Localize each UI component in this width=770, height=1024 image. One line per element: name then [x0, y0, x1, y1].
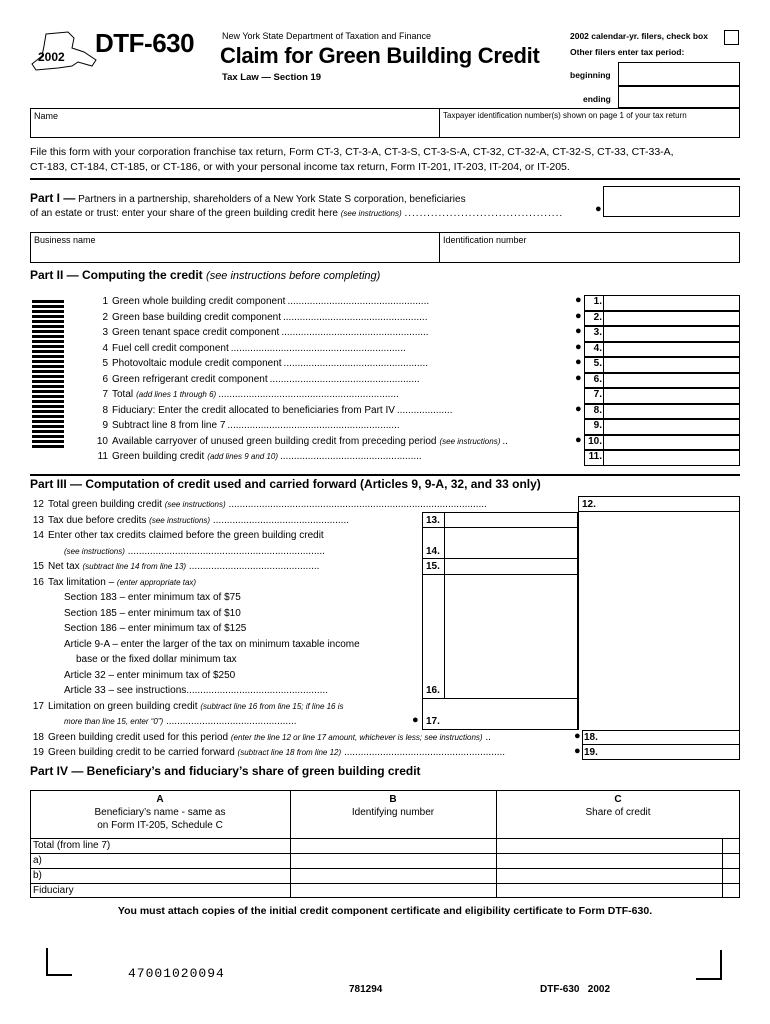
- line-17-field[interactable]: [422, 699, 578, 730]
- instructions-line-2: CT-183, CT-184, CT-185, or CT-186, or with your personal income tax return, Form IT-201, IT-203, IT-204, or IT-205.: [30, 161, 570, 173]
- calendar-filers-label: 2002 calendar-yr. filers, check box: [570, 31, 708, 41]
- part4-row-total: Total (from line 7): [33, 840, 111, 851]
- part2-amount-column: [603, 295, 740, 466]
- line-1: 1 Green whole building credit component ...................................................: [102, 296, 430, 307]
- part2-heading-row: [30, 268, 380, 282]
- line-16b: Section 185 – enter minimum tax of $10: [64, 608, 241, 619]
- line-7: 7 Total (add lines 1 through 6) .................................................................: [102, 389, 399, 400]
- bullet-icon: ●: [575, 325, 582, 337]
- part1-desc-2: of an estate or trust: enter your share of the green building credit here: [30, 208, 338, 219]
- bullet-icon: ●: [574, 730, 581, 742]
- line-9: 9 Subtract line 8 from line 7 ..............................................................: [102, 420, 400, 431]
- line-4-box-label: 4.: [593, 342, 602, 354]
- line-17-cont: more than line 15, enter “0”) ...............................................: [64, 716, 297, 727]
- business-name-label: Business name: [34, 235, 96, 245]
- line-14: 14 Enter other tax credits claimed before the green building credit: [32, 530, 324, 541]
- line-13: 13 Tax due before credits (see instructions) .................................................: [32, 515, 350, 526]
- page-code: 781294: [349, 984, 383, 995]
- line-12-field[interactable]: [578, 496, 740, 512]
- year-badge: 2002: [38, 50, 65, 64]
- part4-heading: Part IV — Beneficiary’s and fiduciary’s share of green building credit: [30, 764, 421, 778]
- line-19-field[interactable]: [582, 745, 740, 760]
- line-16d: Article 9-A – enter the larger of the tax on minimum taxable income: [64, 639, 360, 650]
- line-10-box-label: 10.: [588, 435, 602, 447]
- line-3-box-label: 3.: [593, 327, 602, 338]
- tin-label: Taxpayer identification number(s) shown on page 1 of your tax return: [443, 111, 687, 120]
- col-b-header: B Identifying number: [351, 794, 435, 818]
- leader-dots: ..........................................: [404, 208, 564, 219]
- bullet-icon: ●: [575, 371, 582, 384]
- bullet-icon: ●: [412, 714, 419, 726]
- col-c-header: C Share of credit: [585, 794, 651, 818]
- ending-label: ending: [583, 94, 611, 104]
- part4-row-b: b): [33, 870, 42, 881]
- line-1-box-label: 1.: [593, 296, 602, 307]
- line-12-box-label: 12.: [582, 499, 596, 510]
- line-10: 10 Available carryover of unused green building credit from preceding period (see instructions) ..: [96, 435, 508, 447]
- line-11-box-label: 11.: [588, 451, 602, 462]
- part1-heading: Part I —: [30, 191, 76, 205]
- line-16d-cont: base or the fixed dollar minimum tax: [76, 654, 237, 665]
- line-16e: Article 32 – enter minimum tax of $250: [64, 670, 236, 681]
- bullet-icon: ●: [575, 294, 582, 306]
- line-16a: Section 183 – enter minimum tax of $75: [64, 592, 241, 603]
- line-18-field[interactable]: [582, 730, 740, 745]
- line-16: 16 Tax limitation – (enter appropriate tax): [32, 577, 197, 588]
- line-18: 18 Green building credit used for this period (enter the line 12 or line 17 amount, whichever is less; see instructions) ..: [32, 732, 491, 743]
- line-14-field[interactable]: [422, 528, 578, 559]
- bullet-icon: ●: [575, 340, 582, 353]
- name-field[interactable]: [30, 108, 440, 138]
- line-2-box-label: 2.: [593, 311, 602, 323]
- line-15-field[interactable]: [422, 559, 578, 575]
- line-16f: Article 33 – see instructions...................................................: [64, 685, 328, 696]
- part4-row-a: a): [33, 855, 42, 866]
- bullet-icon: ●: [575, 433, 582, 446]
- line-8: 8 Fiduciary: Enter the credit allocated to beneficiaries from Part IV ....................: [102, 404, 453, 416]
- bullet-icon: ●: [595, 203, 602, 215]
- part1-text-1: [30, 191, 466, 205]
- line-2: 2 Green base building credit component ....................................................: [102, 311, 428, 323]
- corner-mark-right: [720, 950, 722, 980]
- name-label: Name: [34, 111, 59, 121]
- line-14-cont: (see instructions) .......................................................................: [64, 546, 325, 557]
- line-5-box-label: 5.: [593, 358, 602, 369]
- line-16-field[interactable]: [422, 575, 578, 699]
- line-19: 19 Green building credit to be carried forward (subtract line 18 from line 12) ..........................................................: [32, 747, 506, 758]
- form-year: DTF-630 2002: [540, 984, 611, 995]
- part2-heading-note: (see instructions before completing): [206, 270, 381, 282]
- calendar-filers-checkbox[interactable]: [724, 30, 739, 45]
- form-id: DTF-630: [95, 28, 195, 58]
- col-a-header: A Beneficiary’s name - same as on Form IT-205, Schedule C: [94, 794, 226, 831]
- part1-desc-2-note: (see instructions): [340, 209, 402, 218]
- line-8-box-label: 8.: [593, 404, 602, 416]
- line-5: 5 Photovoltaic module credit component ....................................................: [102, 358, 429, 369]
- other-filers-label: Other filers enter tax period:: [570, 47, 685, 57]
- barcode-graphic: [32, 300, 64, 450]
- beginning-field[interactable]: [618, 62, 740, 86]
- ending-field[interactable]: [618, 86, 740, 108]
- line-12: 12 Total green building credit (see instructions) .............................................................................................: [32, 499, 487, 510]
- part1-desc-1: Partners in a partnership, shareholders of a New York State S corporation, beneficiaries: [78, 194, 466, 205]
- line-9-box-label: 9.: [593, 420, 602, 431]
- line-3: 3 Green tenant space credit component .....................................................: [102, 327, 429, 338]
- form-title: Claim for Green Building Credit: [220, 43, 540, 68]
- line-11: 11 Green building credit (add lines 9 and 10) ...................................................: [97, 451, 422, 462]
- identification-number-label: Identification number: [443, 235, 527, 245]
- line-7-box-label: 7.: [593, 389, 602, 400]
- part4-row-fiduciary: Fiduciary: [33, 885, 74, 896]
- bullet-icon: ●: [575, 356, 582, 368]
- instructions-line-1: File this form with your corporation franchise tax return, Form CT-3, CT-3-A, CT-3-S, CT-3-S-A, CT-32, CT-32-A, CT-32-S, CT-33, CT-33-A,: [30, 146, 674, 158]
- line-6: 6 Green refrigerant credit component ......................................................: [102, 373, 420, 385]
- line-4: 4 Fuel cell credit component ...............................................................: [102, 342, 406, 354]
- line-15: 15 Net tax (subtract line 14 from line 13) ...............................................: [32, 561, 320, 572]
- beginning-label: beginning: [570, 70, 611, 80]
- attach-note: You must attach copies of the initial credit component certificate and eligibility certificate to Form DTF-630.: [117, 905, 653, 917]
- line-6-box-label: 6.: [593, 373, 602, 385]
- part3-heading: Part III — Computation of credit used and carried forward (Articles 9, 9-A, 32, and 33 only): [30, 477, 541, 491]
- corner-mark-left: [46, 948, 48, 976]
- part1-credit-field[interactable]: [603, 186, 740, 217]
- line-17: 17 Limitation on green building credit (subtract line 16 from line 15; if line 16 is: [32, 701, 344, 712]
- scan-code: 47001020094: [128, 966, 225, 981]
- part3-right-column: [578, 512, 740, 730]
- bullet-icon: ●: [575, 309, 582, 322]
- line-13-field[interactable]: [422, 512, 578, 528]
- department: New York State Department of Taxation and Finance: [222, 31, 431, 41]
- bullet-icon: ●: [574, 745, 581, 757]
- bullet-icon: ●: [575, 402, 582, 415]
- part1-text-2: [30, 208, 563, 219]
- line-16c: Section 186 – enter minimum tax of $125: [64, 623, 247, 634]
- tax-law: Tax Law — Section 19: [222, 72, 322, 83]
- part2-heading: Part II — Computing the credit: [30, 268, 203, 282]
